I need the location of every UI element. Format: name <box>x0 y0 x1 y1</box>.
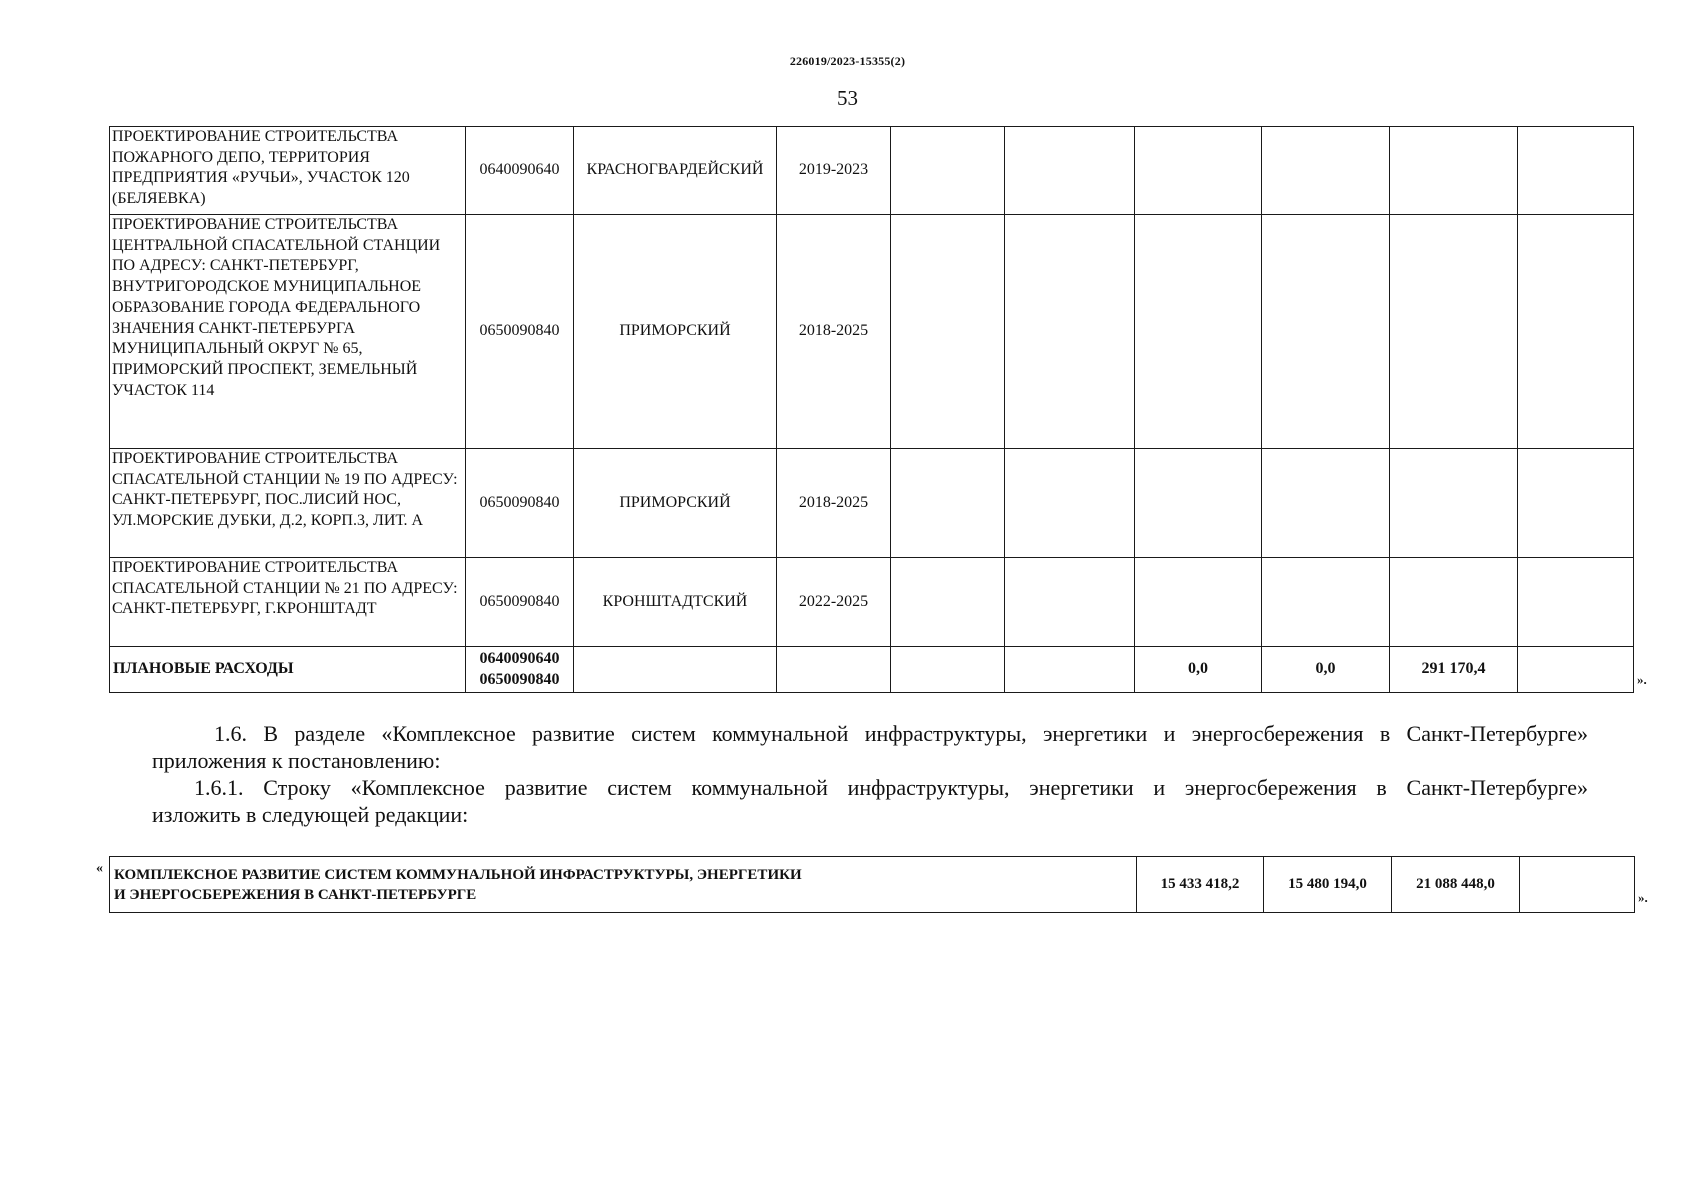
empty-cell <box>1518 127 1634 215</box>
paragraph-2-line-2: изложить в следующей редакции: <box>152 802 469 827</box>
empty-cell <box>574 647 777 693</box>
program-name-line-2: И ЭНЕРГОСБЕРЕЖЕНИЯ В САНКТ-ПЕТЕРБУРГЕ <box>114 886 477 903</box>
empty-cell <box>1518 647 1634 693</box>
total-label: ПЛАНОВЫЕ РАСХОДЫ <box>110 647 466 693</box>
empty-cell <box>1262 215 1390 449</box>
opening-quote: « <box>96 861 103 876</box>
empty-cell <box>777 647 891 693</box>
page-number: 53 <box>837 86 858 110</box>
table-row <box>110 558 1634 647</box>
empty-cell <box>891 215 1005 449</box>
empty-cell <box>1390 127 1518 215</box>
district-cell: ПРИМОРСКИЙ <box>574 215 777 449</box>
district-cell: ПРИМОРСКИЙ <box>574 449 777 558</box>
budget-code-cell: 0650090840 <box>466 449 574 558</box>
empty-cell <box>1262 558 1390 647</box>
total-value-2: 0,0 <box>1262 647 1390 693</box>
empty-cell <box>1005 215 1135 449</box>
paragraph-2-line-1: 1.6.1. Строку «Комплексное развитие систем коммунальной инфраструктуры, энергетики и энергосбережения в Санкт-Петербурге» <box>194 775 1588 800</box>
project-name-cell: ПРОЕКТИРОВАНИЕ СТРОИТЕЛЬСТВА ПОЖАРНОГО ДЕПО, ТЕРРИТОРИЯ ПРЕДПРИЯТИЯ «РУЧЬИ», УЧАСТОК 120 (БЕЛЯЕВКА) <box>110 127 466 215</box>
empty-cell <box>891 558 1005 647</box>
total-code-1: 0640090640 <box>479 649 560 667</box>
paragraph-1-line-2: приложения к постановлению: <box>152 748 441 773</box>
period-cell: 2018-2025 <box>777 449 891 558</box>
empty-cell <box>1390 215 1518 449</box>
empty-cell <box>1135 215 1262 449</box>
total-code-2: 0650090840 <box>479 670 560 688</box>
project-name-cell: ПРОЕКТИРОВАНИЕ СТРОИТЕЛЬСТВА ЦЕНТРАЛЬНОЙ СПАСАТЕЛЬНОЙ СТАНЦИИ ПО АДРЕСУ: САНКТ-ПЕТЕРБУРГ, ВНУТРИГОРОДСКОЕ МУНИЦИПАЛЬНОЕ ОБРАЗОВАНИЕ ГОРОДА ФЕДЕРАЛЬНОГО ЗНАЧЕНИЯ САНКТ-ПЕТЕРБУРГА МУНИЦИПАЛЬНЫЙ ОКРУГ № 65, ПРИМОРСКИЙ ПРОСПЕКТ, ЗЕМЕЛЬНЫЙ УЧАСТОК 114 <box>110 215 466 449</box>
total-value-3: 291 170,4 <box>1390 647 1518 693</box>
budget-code-cell: 0650090840 <box>466 558 574 647</box>
empty-cell <box>1135 449 1262 558</box>
empty-cell <box>1135 127 1262 215</box>
period-cell: 2019-2023 <box>777 127 891 215</box>
empty-cell <box>1005 449 1135 558</box>
district-cell: КРАСНОГВАРДЕЙСКИЙ <box>574 127 777 215</box>
empty-cell <box>1520 857 1635 913</box>
table-row <box>110 127 1634 215</box>
empty-cell <box>1518 449 1634 558</box>
program-name-cell <box>110 857 1137 913</box>
total-codes-cell <box>466 647 574 693</box>
empty-cell <box>1390 449 1518 558</box>
total-value-1: 0,0 <box>1135 647 1262 693</box>
program-value-2: 15 480 194,0 <box>1264 857 1392 913</box>
empty-cell <box>1518 558 1634 647</box>
empty-cell <box>1005 647 1135 693</box>
empty-cell <box>1262 449 1390 558</box>
empty-cell <box>1390 558 1518 647</box>
period-cell: 2018-2025 <box>777 215 891 449</box>
program-name-line-1: КОМПЛЕКСНОЕ РАЗВИТИЕ СИСТЕМ КОММУНАЛЬНОЙ ИНФРАСТРУКТУРЫ, ЭНЕРГЕТИКИ <box>114 866 802 883</box>
table-row <box>110 857 1635 913</box>
empty-cell <box>891 449 1005 558</box>
paragraph-1-line-1: 1.6. В разделе «Комплексное развитие систем коммунальной инфраструктуры, энергетики и энергосбережения в Санкт-Петербурге» <box>214 721 1588 746</box>
project-name-cell: ПРОЕКТИРОВАНИЕ СТРОИТЕЛЬСТВА СПАСАТЕЛЬНОЙ СТАНЦИИ № 19 ПО АДРЕСУ: САНКТ-ПЕТЕРБУРГ, ПОС.ЛИСИЙ НОС, УЛ.МОРСКИЕ ДУБКИ, Д.2, КОРП.3, ЛИТ. А <box>110 449 466 558</box>
program-value-1: 15 433 418,2 <box>1137 857 1264 913</box>
empty-cell <box>891 647 1005 693</box>
budget-code-cell: 0640090640 <box>466 127 574 215</box>
period-cell: 2022-2025 <box>777 558 891 647</box>
project-name-cell: ПРОЕКТИРОВАНИЕ СТРОИТЕЛЬСТВА СПАСАТЕЛЬНОЙ СТАНЦИИ № 21 ПО АДРЕСУ: САНКТ-ПЕТЕРБУРГ, Г.КРОНШТАДТ <box>110 558 466 647</box>
empty-cell <box>891 127 1005 215</box>
table-row <box>110 449 1634 558</box>
budget-table <box>109 126 1634 693</box>
closing-quote-2: ». <box>1638 890 1648 905</box>
development-table <box>109 856 1635 913</box>
document-registration-number: 226019/2023-15355(2) <box>789 54 906 68</box>
table-row <box>110 215 1634 449</box>
program-value-3: 21 088 448,0 <box>1392 857 1520 913</box>
district-cell: КРОНШТАДТСКИЙ <box>574 558 777 647</box>
budget-code-cell: 0650090840 <box>466 215 574 449</box>
empty-cell <box>1135 558 1262 647</box>
empty-cell <box>1518 215 1634 449</box>
empty-cell <box>1005 558 1135 647</box>
closing-quote-1: ». <box>1637 672 1647 687</box>
empty-cell <box>1262 127 1390 215</box>
empty-cell <box>1005 127 1135 215</box>
total-row <box>110 647 1634 693</box>
